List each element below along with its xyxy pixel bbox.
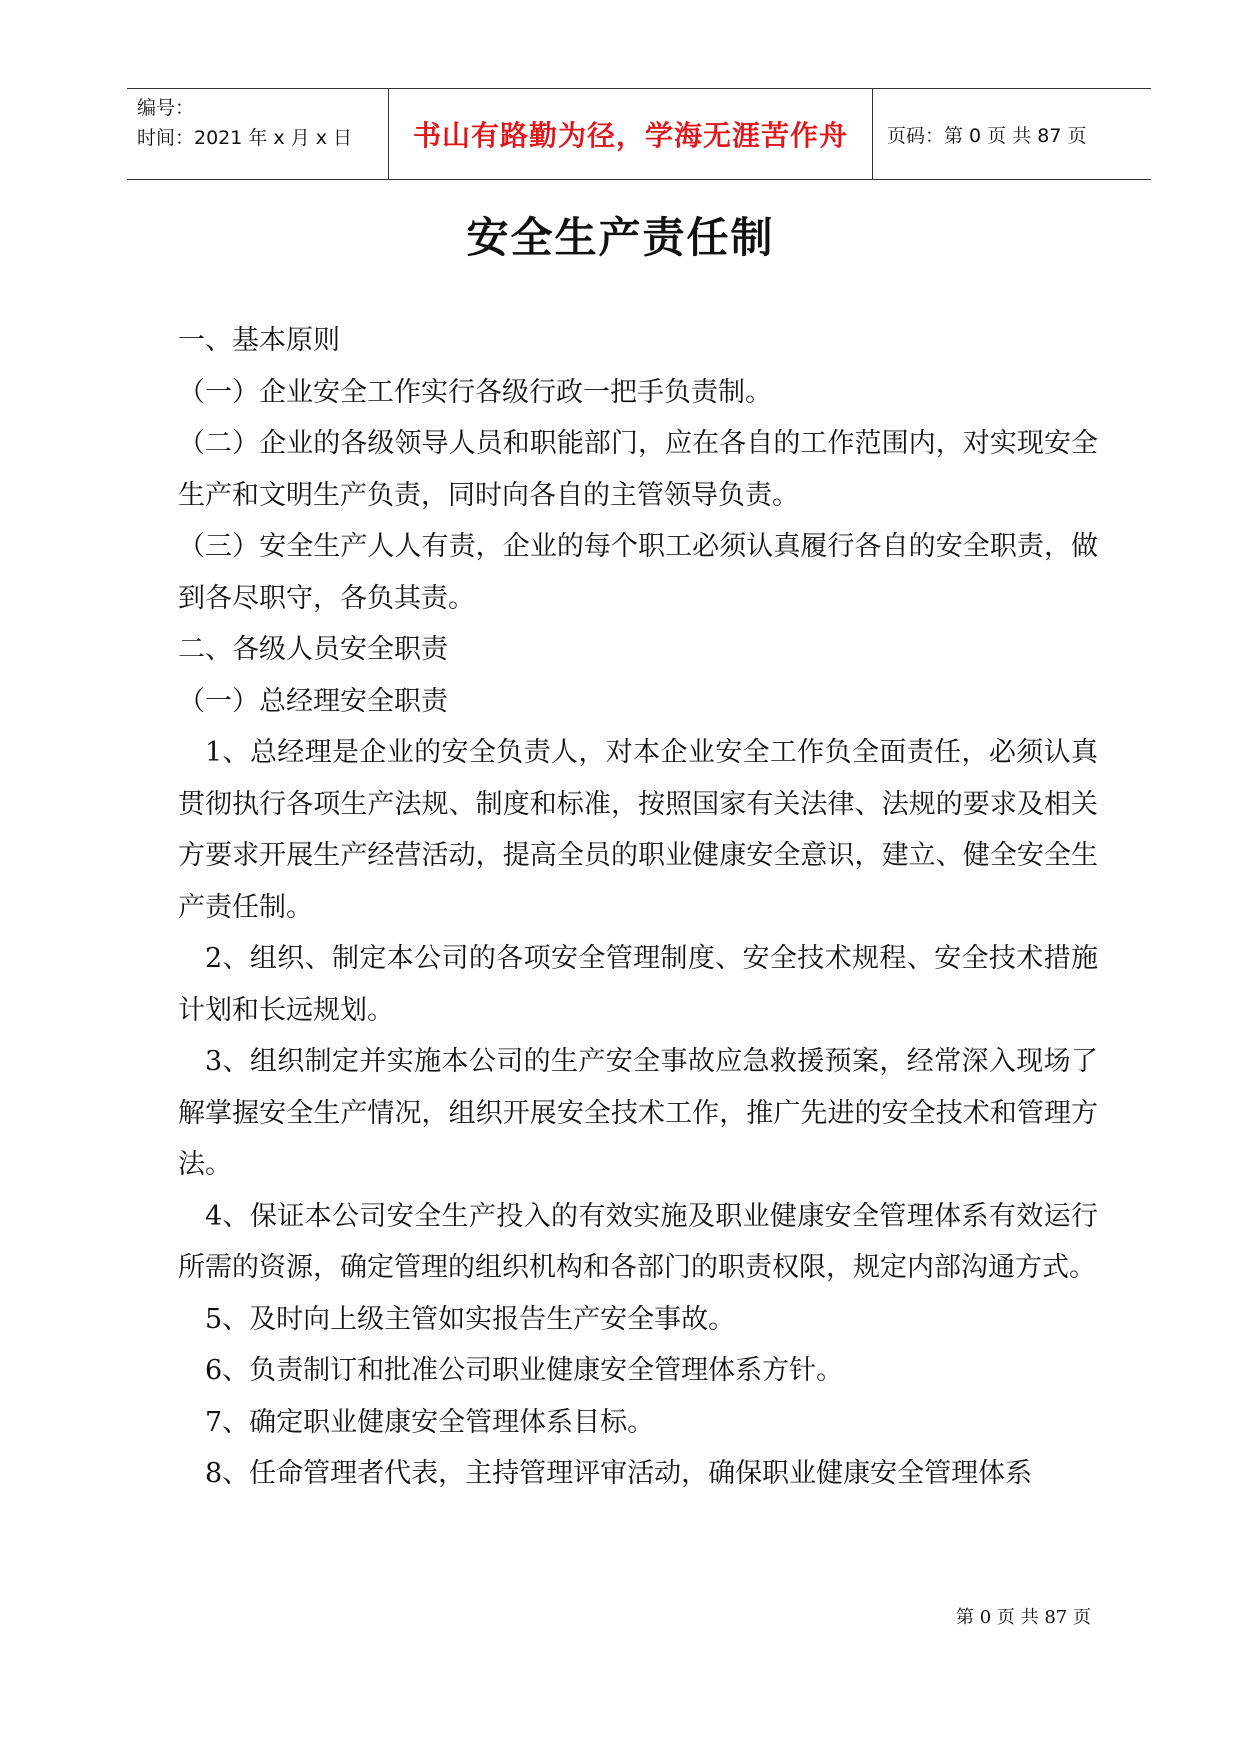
- document-body: [178, 315, 1098, 1500]
- header-number-label: 编号：: [137, 97, 195, 119]
- paragraph: （二）企业的各级领导人员和职能部门，应在各自的工作范围内，对实现安全生产和文明生产负责，同时向各自的主管领导负责。: [178, 428, 1098, 511]
- list-item: 5、及时向上级主管如实报告生产安全事故。: [205, 1303, 736, 1335]
- paragraph: （三）安全生产人人有责，企业的每个职工必须认真履行各自的安全职责，做到各尽职守，各负其责。: [178, 531, 1098, 614]
- list-item: 6、负责制订和批准公司职业健康安全管理体系方针。: [205, 1355, 844, 1386]
- list-item: 2、组织、制定本公司的各项安全管理制度、安全技术规程、安全技术措施计划和长远规划。: [178, 943, 1098, 1026]
- section-heading-1: 一、基本原则: [178, 325, 340, 356]
- list-item: 4、保证本公司安全生产投入的有效实施及职业健康安全管理体系有效运行所需的资源，确定管理的组织机构和各部门的职责权限，规定内部沟通方式。: [178, 1200, 1098, 1283]
- header-time-label: 时间：2021 年 x 月 x 日: [137, 127, 353, 149]
- header-motto: 书山有路勤为径，学海无涯苦作舟: [389, 89, 873, 179]
- list-item: 7、确定职业健康安全管理体系目标。: [205, 1406, 655, 1438]
- list-item: 8、任命管理者代表，主持管理评审活动，确保职业健康安全管理体系: [205, 1458, 1033, 1489]
- subsection-heading: （一）总经理安全职责: [178, 685, 448, 717]
- page-footer: 第 0 页 共 87 页: [956, 1607, 1091, 1628]
- list-item: 3、组织制定并实施本公司的生产安全事故应急救援预案，经常深入现场了解掌握安全生产情况，组织开展安全技术工作，推广先进的安全技术和管理方法。: [178, 1046, 1098, 1180]
- list-item: 1、总经理是企业的安全负责人，对本企业安全工作负全面责任，必须认真贯彻执行各项生产法规、制度和标准，按照国家有关法律、法规的要求及相关方要求开展生产经营活动，提高全员的职业健康安全意识，建立、健全安全生产责任制。: [178, 737, 1098, 923]
- header-page-info: 页码：第 0 页 共 87 页: [887, 124, 1087, 147]
- document-title: 安全生产责任制: [466, 213, 775, 262]
- document-header: [127, 88, 1151, 180]
- section-heading-2: 二、各级人员安全职责: [178, 634, 448, 665]
- paragraph: （一）企业安全工作实行各级行政一把手负责制。: [178, 376, 772, 408]
- header-meta: [127, 89, 389, 179]
